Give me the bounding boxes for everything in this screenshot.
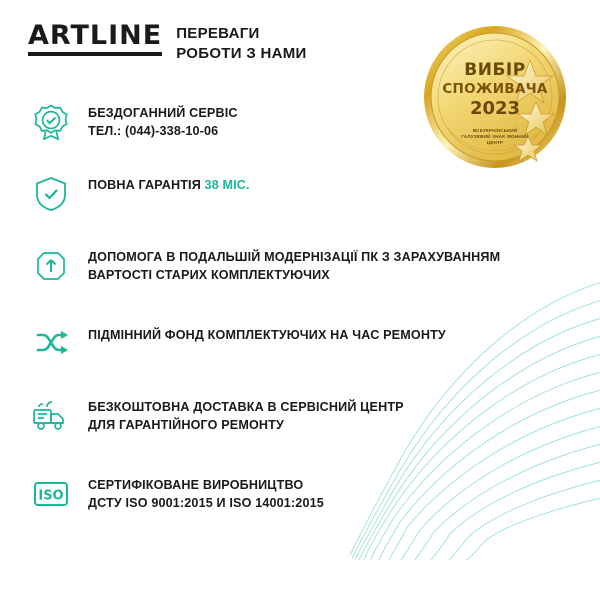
brand-logo	[28, 22, 162, 56]
list-item-text	[74, 172, 250, 194]
list-item-text	[74, 472, 324, 513]
list-item-line1: БЕЗДОГАННИЙ СЕРВІС	[88, 106, 238, 120]
check-badge-icon	[28, 100, 74, 142]
list-item-text	[74, 322, 446, 344]
list-item-text	[74, 244, 500, 285]
advantages-list	[28, 100, 576, 544]
svg-text:ISO: ISO	[38, 488, 64, 504]
page-title-line1: ПЕРЕВАГИ	[176, 25, 260, 42]
badge-year: 2023	[469, 98, 521, 119]
list-item	[28, 172, 576, 218]
brand-logo-text: ARTLINE	[28, 20, 163, 51]
shield-icon	[28, 172, 74, 214]
badge-top-label: ВИБІР	[464, 60, 526, 80]
list-item	[28, 244, 576, 296]
list-item-text	[74, 100, 238, 141]
badge-mid-label: СПОЖИВАЧА	[442, 81, 548, 97]
list-item-line2: ВАРТОСТІ СТАРИХ КОМПЛЕКТУЮЧИХ	[88, 268, 330, 283]
list-item-line2: ДЛЯ ГАРАНТІЙНОГО РЕМОНТУ	[88, 418, 284, 433]
list-item-line1	[88, 176, 250, 194]
warranty-label: ПОВНА ГАРАНТІЯ	[88, 178, 205, 192]
badge-fine-print: ВСЕУКРАЇНСЬКИЙ ГАЛУЗЕВИЙ ЗНАК ЯКІННИЙ ЦЕНТР	[461, 128, 529, 146]
page-title	[176, 22, 306, 65]
list-item	[28, 472, 576, 518]
list-item	[28, 322, 576, 368]
brand-logo-underline	[28, 52, 162, 56]
list-item-text	[74, 394, 404, 435]
header	[28, 22, 307, 65]
warranty-months: 38 МІС.	[204, 178, 250, 192]
delivery-truck-icon	[28, 394, 74, 436]
shuffle-icon	[28, 322, 74, 364]
list-item-line1: ПІДМІННИЙ ФОНД КОМПЛЕКТУЮЧИХ НА ЧАС РЕМОНТУ	[88, 328, 446, 342]
list-item-line2: ТЕЛ.: (044)-338-10-06	[88, 124, 219, 139]
list-item-line1: БЕЗКОШТОВНА ДОСТАВКА В СЕРВІСНИЙ ЦЕНТР	[88, 400, 404, 414]
page-title-line2: РОБОТИ З НАМИ	[176, 45, 307, 63]
list-item-line1: СЕРТИФІКОВАНЕ ВИРОБНИЦТВО	[88, 478, 304, 492]
list-item	[28, 394, 576, 446]
iso-icon	[28, 472, 74, 514]
list-item-line2: ДСТУ ISO 9001:2015 И ISO 14001:2015	[88, 496, 324, 511]
list-item-line1: ДОПОМОГА В ПОДАЛЬШІЙ МОДЕРНІЗАЦІЇ ПК З ЗАРАХУВАННЯМ	[88, 250, 501, 264]
upgrade-icon	[28, 244, 74, 286]
list-item	[28, 100, 576, 146]
